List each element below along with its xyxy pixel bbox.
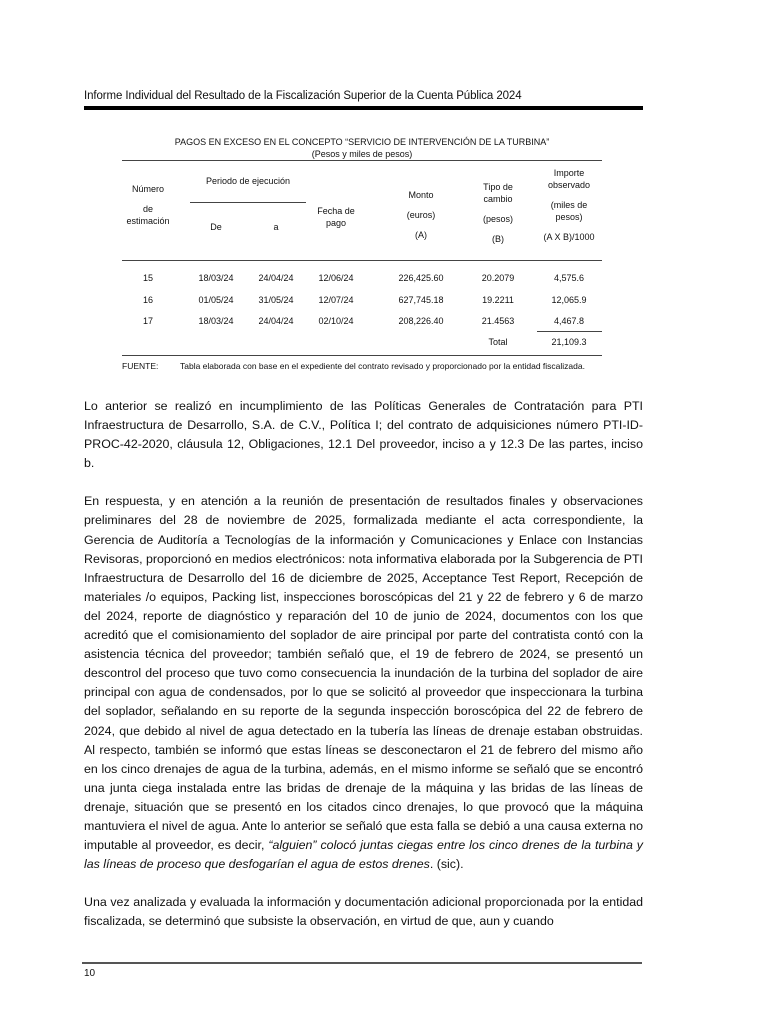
- paragraph-1: Lo anterior se realizó en incumplimiento de las Políticas Generales de Contratación para PTI Infraestructura de Desarrollo, S.A. de C.V., Política I; del contrato de adquisiciones número PTI-ID-PROC-42-2020, cláusula 12, Obligaciones, 12.1 Del proveedor, inciso a y 12.3 De las partes, inciso b.: [84, 399, 643, 471]
- table-row: [122, 267, 602, 289]
- footer-rule: [82, 962, 642, 964]
- header-rule: [84, 106, 643, 110]
- periodo-rule: [190, 202, 306, 203]
- table-subtitle: (Pesos y miles de pesos): [311, 149, 413, 159]
- table-title: PAGOS EN EXCESO EN EL CONCEPTO “SERVICIO DE INTERVENCIÓN DE LA TURBINA”: [174, 137, 550, 147]
- body-text: [84, 397, 643, 950]
- cell-a: 24/04/24: [258, 273, 294, 283]
- cell-de: 01/05/24: [198, 295, 234, 305]
- cell-fecha: 12/06/24: [318, 273, 354, 283]
- col-de: De: [210, 222, 222, 232]
- table-header: [122, 161, 602, 260]
- cell-monto: 208,226.40: [398, 316, 444, 326]
- cell-tipo: 21.4563: [481, 316, 515, 326]
- cell-tipo: 20.2079: [481, 273, 515, 283]
- col-periodo: Periodo de ejecución: [205, 176, 291, 186]
- cell-num: 15: [142, 273, 153, 283]
- source-label: FUENTE:: [122, 361, 159, 371]
- cell-monto: 627,745.18: [398, 295, 444, 305]
- cell-de: 18/03/24: [198, 316, 234, 326]
- total-value: 21,109.3: [551, 337, 587, 347]
- table-source: [122, 361, 602, 372]
- cell-num: 16: [142, 295, 153, 305]
- page-footer: [82, 962, 642, 979]
- cell-a: 24/04/24: [258, 316, 294, 326]
- total-label: Total: [488, 337, 508, 347]
- paragraph-3: Una vez analizada y evaluada la información y documentación adicional proporcionada por la entidad fiscalizada, se determinó que subsiste la observación, en virtud de que, aun y cuando: [84, 895, 643, 929]
- cell-de: 18/03/24: [198, 273, 234, 283]
- payments-table: [122, 136, 602, 372]
- col-numero: Número de estimación: [126, 184, 170, 226]
- paragraph-2: En respuesta, y en atención a la reunión de presentación de resultados finales y observaciones preliminares del 28 de noviembre de 2025, formalizada mediante el acta correspondiente, la Gerencia de Auditoría a Tecnologías de la información y Comunicaciones y Enlace con Instancias Revisoras, proporcionó en medios electrónicos: nota informativa elaborada por la Subgerencia de PTI Infraestructura de Desarrollo del 16 de diciembre de 2025, Acceptance Test Report, Recepción de materiales /o equipos, Packing list, inspecciones boroscópicas del 21 y 22 de febrero y 6 de marzo del 2024, reporte de diagnóstico y reparación del 10 de junio de 2024, documentos con los que acreditó que el comisionamiento del soplador de aire principal por parte del contratista contó con la asistencia técnica del proveedor; también señaló que, el 19 de febrero de 2024, se presentó un descontrol del proceso que tuvo como consecuencia la inundación de la turbina del soplador de aire principal con agua de condensados, por lo que se solicitó al proveedor que inspeccionara la turbina del soplador, señalando en su reporte de la segunda inspección boroscópica del 22 de febrero de 2024, que debido al nivel de agua detectado en la tubería las líneas de drenaje estaban obstruidas. Al respecto, también se informó que estas líneas se desconectaron el 21 de febrero del mismo año en los cinco drenajes de agua de la turbina, además, en el mismo informe se señaló que se encontró una junta ciega instalada entre las bridas de drenaje de la máquina y las bridas de las líneas de drenaje, situación que se presentó en los citados cinco drenajes, lo que provocó que la máquina mantuviera el nivel de agua. Ante lo anterior se señaló que esta falla se debió a una causa externa no imputable al proveedor, es decir, “alguien” colocó juntas ciegas entre los cinco drenes de la turbina y las líneas de proceso que desfogarían el agua de estos drenes. (sic).: [84, 494, 643, 872]
- page-header: [84, 90, 643, 110]
- page-number: 10: [84, 968, 96, 979]
- col-monto: Monto (euros) (A): [406, 190, 436, 240]
- table-bottom-rule: [122, 355, 602, 356]
- table-row: [122, 311, 602, 331]
- cell-importe: 12,065.9: [551, 295, 587, 305]
- cell-importe: 4,467.8: [553, 316, 585, 326]
- cell-monto: 226,425.60: [398, 273, 444, 283]
- report-title: Informe Individual del Resultado de la Fiscalización Superior de la Cuenta Pública 2024: [84, 90, 522, 102]
- cell-fecha: 02/10/24: [318, 316, 354, 326]
- table-total-row: [122, 331, 602, 353]
- col-fecha: Fecha de pago: [317, 206, 355, 228]
- cell-fecha: 12/07/24: [318, 295, 354, 305]
- table-row: [122, 289, 602, 311]
- cell-tipo: 19.2211: [482, 295, 514, 305]
- col-importe: Importe observado (miles de pesos) (A X B)/1000: [543, 168, 595, 242]
- col-a: a: [273, 222, 279, 232]
- col-tipo: Tipo de cambio (pesos) (B): [482, 182, 513, 244]
- cell-importe: 4,575.6: [553, 273, 585, 283]
- source-text: Tabla elaborada con base en el expediente del contrato revisado y proporcionado por la entidad fiscalizada.: [180, 361, 585, 371]
- cell-num: 17: [142, 316, 153, 326]
- quoted-statement: “alguien” colocó juntas ciegas entre los cinco drenes de la turbina y las líneas de proceso que desfogarían el agua de estos drenes: [84, 838, 643, 872]
- cell-a: 31/05/24: [258, 295, 294, 305]
